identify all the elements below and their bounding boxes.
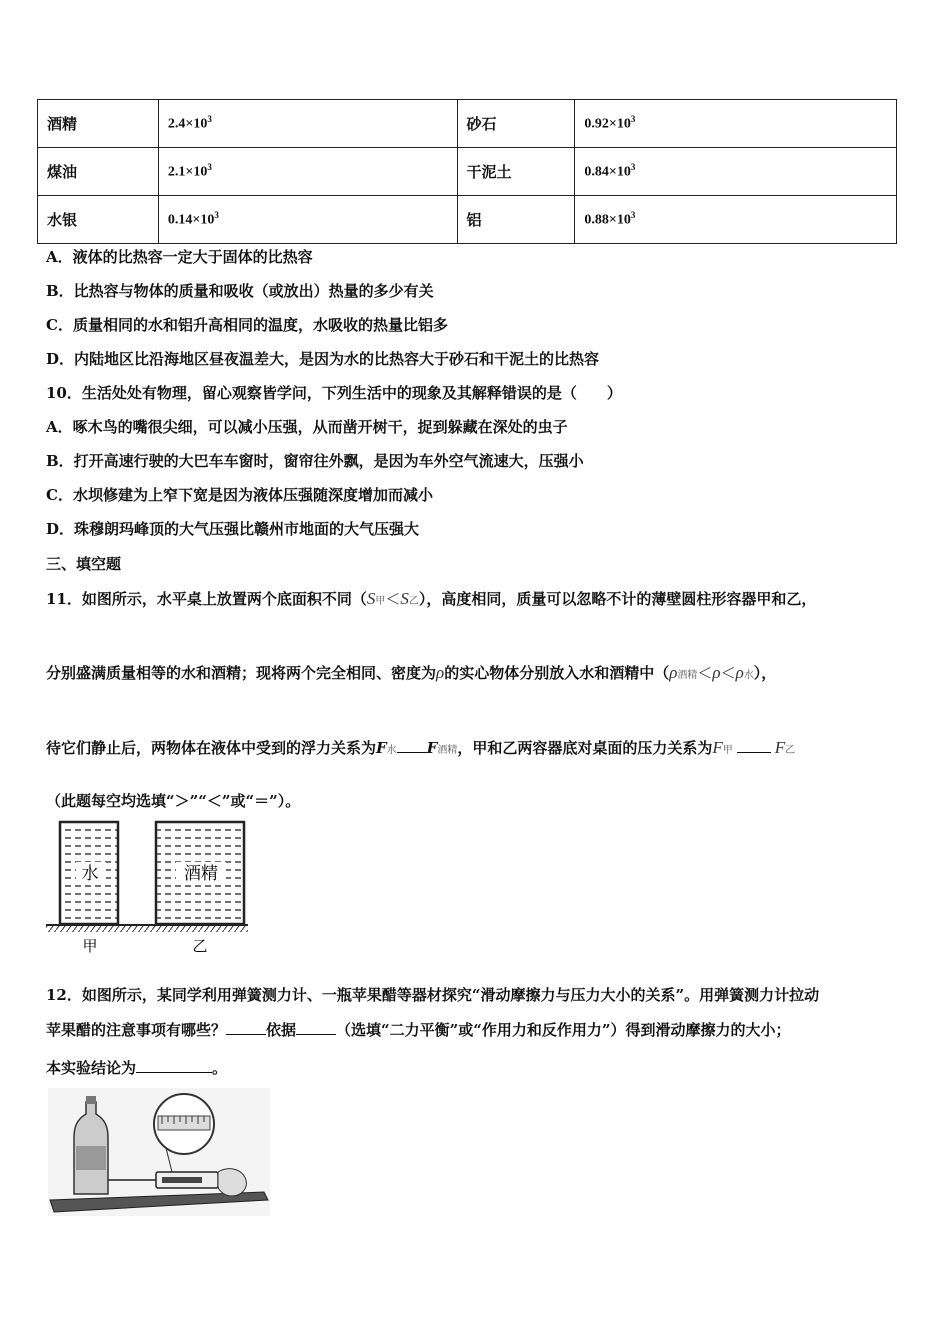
q12-line-3: 本实验结论为 。 — [46, 1059, 228, 1077]
answer-blank[interactable] — [397, 752, 427, 753]
q9-option-d: D．内陆地区比沿海地区昼夜温差大，是因为水的比热容大于砂石和干泥土的比热容 — [46, 350, 600, 368]
value-cell: $2.4\times 10^3$ — [158, 100, 457, 148]
q12-line-1: 12．如图所示，某同学利用弹簧测力计、一瓶苹果醋等器材探究“滑动摩擦力与压力大小的关系”。用弹簧测力计拉动 — [46, 986, 820, 1004]
substance-cell: 水银 — [38, 196, 159, 244]
substance-cell: 干泥土 — [457, 148, 575, 196]
spring-scale-figure — [48, 1088, 270, 1216]
q9-option-b: B．比热容与物体的质量和吸收（或放出）热量的多少有关 — [46, 282, 434, 300]
q10-stem: 10．生活处处有物理，留心观察皆学问，下列生活中的现象及其解释错误的是（ ） — [46, 384, 622, 402]
table-row — [38, 100, 897, 148]
substance-cell: 砂石 — [457, 100, 575, 148]
q11-line-1: 11．如图所示，水平桌上放置两个底面积不同（S甲＜S乙），高度相同，质量可以忽略不计的薄壁圆柱形容器甲和乙， — [46, 589, 817, 608]
q9-option-c: C．质量相同的水和铝升高相同的温度，水吸收的热量比铝多 — [46, 316, 448, 334]
q11-line-2: 分别盛满质量相等的水和酒精；现将两个完全相同、密度为ρ的实心物体分别放入水和酒精中（ρ酒精＜ρ＜ρ水）， — [46, 663, 777, 682]
hand — [218, 1169, 246, 1196]
alcohol-label: 酒精 — [184, 864, 218, 884]
substance-cell: 铝 — [457, 196, 575, 244]
answer-blank[interactable] — [296, 1034, 336, 1035]
section-heading: 三、填空题 — [46, 555, 122, 573]
q10-option-a: A．啄木鸟的嘴很尖细，可以减小压强，从而凿开树干，捉到躲藏在深处的虫子 — [46, 418, 568, 436]
q11-line-3: 待它们静止后，两物体在液体中受到的浮力关系为F水 F酒精，甲和乙两容器底对桌面的压力关系为F甲 F乙 — [46, 738, 796, 757]
q10-option-d: D．珠穆朗玛峰顶的大气压强比赣州市地面的大气压强大 — [46, 520, 420, 538]
q12-line-2: 苹果醋的注意事项有哪些？ 依据 （选填“二力平衡”或“作用力和反作用力”）得到滑动摩擦力的大小； — [46, 1021, 791, 1039]
substance-cell: 酒精 — [38, 100, 159, 148]
table-row — [38, 196, 897, 244]
value-cell: $0.92\times 10^3$ — [575, 100, 897, 148]
answer-blank[interactable] — [136, 1072, 212, 1073]
value-cell: $0.84\times 10^3$ — [575, 148, 897, 196]
substance-cell: 煤油 — [38, 148, 159, 196]
water-label: 水 — [81, 864, 99, 884]
value-cell: $2.1\times 10^3$ — [158, 148, 457, 196]
answer-blank[interactable] — [737, 752, 771, 753]
label-yi: 乙 — [192, 937, 208, 955]
table-row — [38, 148, 897, 196]
q10-option-c: C．水坝修建为上窄下宽是因为液体压强随深度增加而减小 — [46, 486, 433, 504]
value-cell: $0.14\times 10^3$ — [158, 196, 457, 244]
q11-line-4: （此题每空均选填“＞”“＜”或“＝”）。 — [46, 792, 301, 810]
label-jia: 甲 — [82, 937, 98, 955]
q9-option-a: A．液体的比热容一定大于固体的比热容 — [46, 248, 313, 266]
q10-option-b: B．打开高速行驶的大巴车车窗时，窗帘往外飘，是因为车外空气流速大，压强小 — [46, 452, 584, 470]
answer-blank[interactable] — [226, 1034, 266, 1035]
value-cell: $0.88\times 10^3$ — [575, 196, 897, 244]
specific-heat-table — [37, 99, 897, 244]
containers-figure — [44, 818, 250, 958]
